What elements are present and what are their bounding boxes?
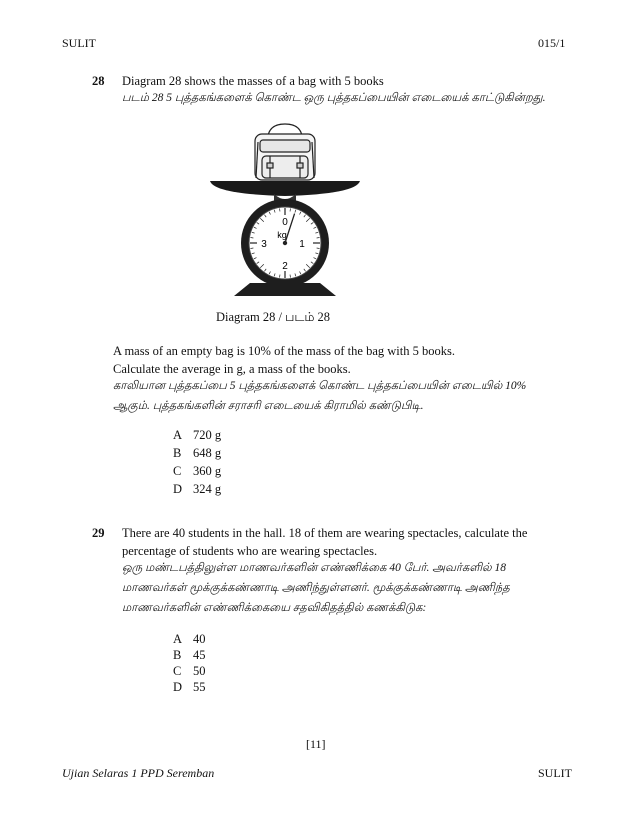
question-29-number: 29 — [92, 526, 105, 540]
footer-school: Ujian Selaras 1 PPD Seremban — [62, 766, 215, 780]
diagram-28-caption: Diagram 28 / படம் 28 — [216, 310, 331, 324]
question-28-body-tamil-2: ஆகும். புத்தகங்களின் சராசரி எடையைக் கிராமில் கண்டுபிடி. — [113, 400, 424, 412]
question-29-stem-english-1: There are 40 students in the hall. 18 of them are wearing spectacles, calculate the — [122, 526, 528, 540]
q29-option-d[interactable]: D 55 — [173, 680, 206, 694]
q28-option-a[interactable]: A 720 g — [173, 428, 222, 442]
question-28-body-tamil-1: காலியான புத்தகப்பை 5 புத்தகங்களைக் கொண்ட புத்தகப்பையின் எடையில் 10% — [113, 380, 527, 392]
question-29-stem-tamil-1: ஒரு மண்டபத்திலுள்ள மாணவர்களின் எண்ணிக்கை 40 பேர். அவர்களில் 18 — [122, 562, 506, 574]
footer-sulit: SULIT — [538, 766, 572, 780]
question-28-body-english-2: Calculate the average in g, a mass of the books. — [113, 362, 351, 376]
dial-unit-kg: kg — [277, 230, 287, 240]
page-number: [11] — [306, 737, 326, 751]
question-29-stem-english-2: percentage of students who are wearing spectacles. — [122, 544, 378, 558]
dial-label-1: 1 — [299, 239, 305, 250]
header-code: 015/1 — [538, 36, 566, 50]
q28-option-d[interactable]: D 324 g — [173, 482, 222, 496]
dial-label-2: 2 — [282, 261, 288, 272]
dial-label-0: 0 — [282, 217, 288, 228]
question-28-stem-english: Diagram 28 shows the masses of a bag with 5 books — [122, 74, 384, 88]
question-28-stem-tamil: படம் 28 5 புத்தகங்களைக் கொண்ட ஒரு புத்தகப்பையின் எடையைக் காட்டுகின்றது. — [122, 92, 546, 104]
question-28-body-english-1: A mass of an empty bag is 10% of the mass of the bag with 5 books. — [113, 344, 455, 358]
q28-option-b[interactable]: B 648 g — [173, 446, 222, 460]
header-sulit: SULIT — [62, 36, 96, 50]
question-29-stem-tamil-2: மாணவர்கள் மூக்குக்கண்ணாடி அணிந்துள்ளனர். மூக்குக்கண்ணாடி அணிந்த — [122, 582, 510, 594]
dial-label-3: 3 — [261, 239, 267, 250]
q28-option-c[interactable]: C 360 g — [173, 464, 222, 478]
scale-base — [234, 283, 336, 296]
question-29-stem-tamil-3: மாணவர்களின் எண்ணிக்கையை சதவிகிதத்தில் கணக்கிடுக: — [122, 602, 427, 614]
backpack-icon — [255, 124, 315, 180]
scale-pivot — [283, 241, 287, 245]
q29-option-c[interactable]: C 50 — [173, 664, 206, 678]
q29-option-b[interactable]: B 45 — [173, 648, 206, 662]
q29-option-a[interactable]: A 40 — [173, 632, 206, 646]
scale-pan — [210, 181, 360, 196]
diagram-28-weighing-scale — [200, 118, 370, 304]
question-28-number: 28 — [92, 74, 105, 88]
